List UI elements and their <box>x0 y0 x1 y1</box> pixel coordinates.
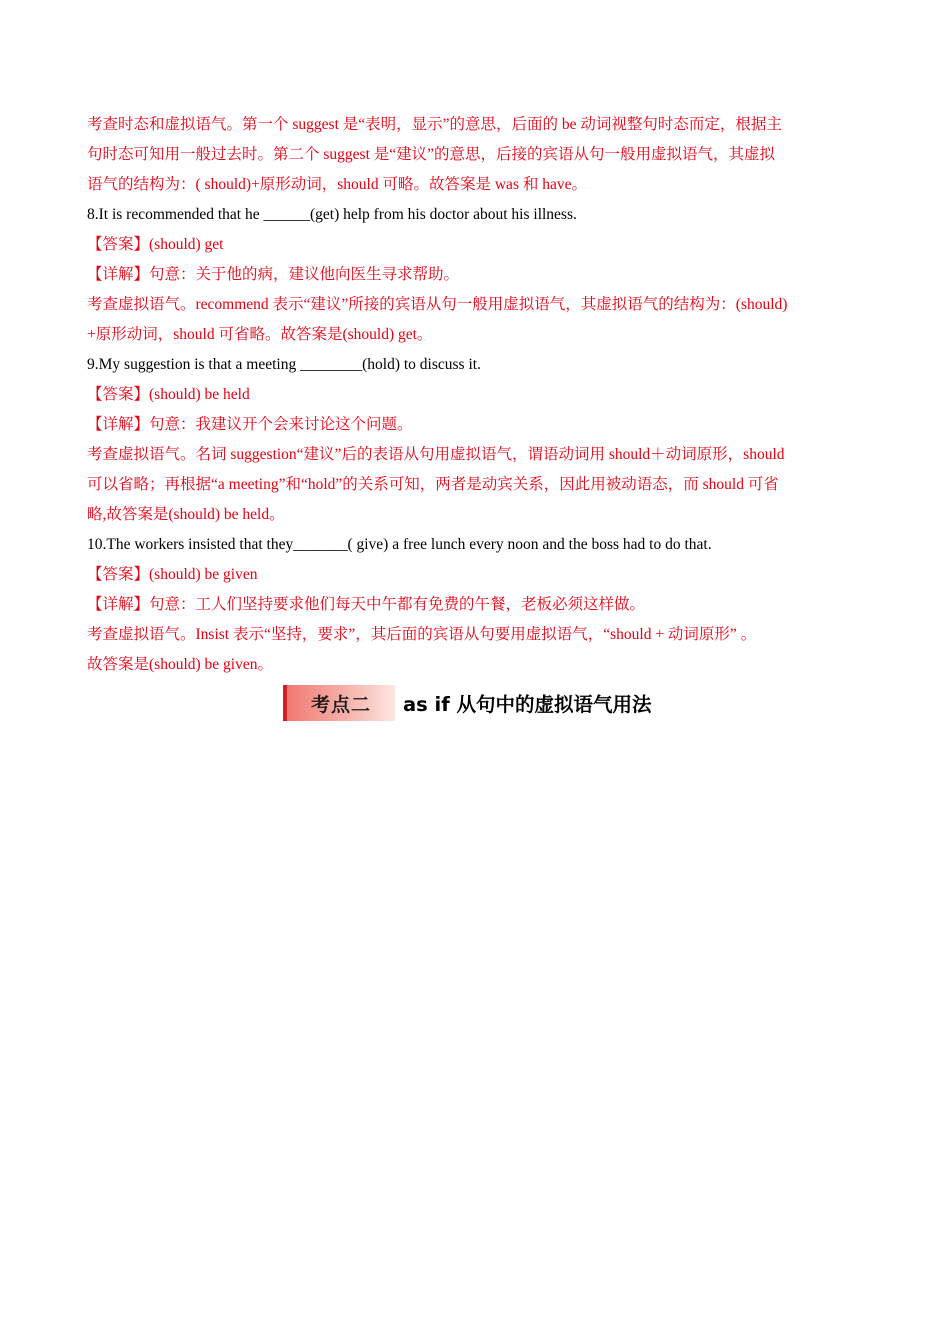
detail-10: 【详解】句意：工人们坚持要求他们每天中午都有免费的午餐，老板必须这样做。 <box>87 596 646 613</box>
explanation-line: 略,故答案是(should) be held。 <box>87 506 285 523</box>
explanation-line: 考查虚拟语气。recommend 表示“建议”所接的宾语从句一般用虚拟语气，其虚拟语气的结构为：(should) <box>87 296 788 313</box>
question-10: 10.The workers insisted that they_______( give) a free lunch every noon and the boss had to do that. <box>87 536 712 553</box>
explanation-line: 故答案是(should) be given。 <box>87 656 273 673</box>
explanation-line: 句时态可知用一般过去时。第二个 suggest 是“建议”的意思，后接的宾语从句一般用虚拟语气，其虚拟 <box>87 146 776 163</box>
document-body <box>87 110 863 680</box>
detail-8: 【详解】句意：关于他的病，建议他向医生寻求帮助。 <box>87 266 460 283</box>
explanation-line: 可以省略；再根据“a meeting”和“hold”的关系可知，两者是动宾关系，因此用被动语态，而 should 可省 <box>87 476 779 493</box>
section-badge: 考点二 <box>283 685 395 721</box>
section-heading <box>283 685 652 721</box>
explanation-line: +原形动词，should 可省略。故答案是(should) get。 <box>87 326 433 343</box>
explanation-line: 考查虚拟语气。Insist 表示“坚持，要求”，其后面的宾语从句要用虚拟语气，“should + 动词原形” 。 <box>87 626 757 643</box>
question-8: 8.It is recommended that he ______(get) help from his doctor about his illness. <box>87 206 577 223</box>
answer-8: 【答案】(should) get <box>87 236 224 253</box>
answer-9: 【答案】(should) be held <box>87 386 250 403</box>
section-title: as if 从句中的虚拟语气用法 <box>403 693 652 716</box>
question-9: 9.My suggestion is that a meeting ________(hold) to discuss it. <box>87 356 481 373</box>
explanation-line: 考查虚拟语气。名词 suggestion“建议”后的表语从句用虚拟语气，谓语动词用 should＋动词原形，should <box>87 446 785 463</box>
explanation-line: 语气的结构为：( should)+原形动词，should 可略。故答案是 was 和 have。 <box>87 176 587 193</box>
detail-9: 【详解】句意：我建议开个会来讨论这个问题。 <box>87 416 413 433</box>
explanation-line: 考查时态和虚拟语气。第一个 suggest 是“表明，显示”的意思，后面的 be 动词视整句时态而定，根据主 <box>87 116 782 133</box>
answer-10: 【答案】(should) be given <box>87 566 258 583</box>
